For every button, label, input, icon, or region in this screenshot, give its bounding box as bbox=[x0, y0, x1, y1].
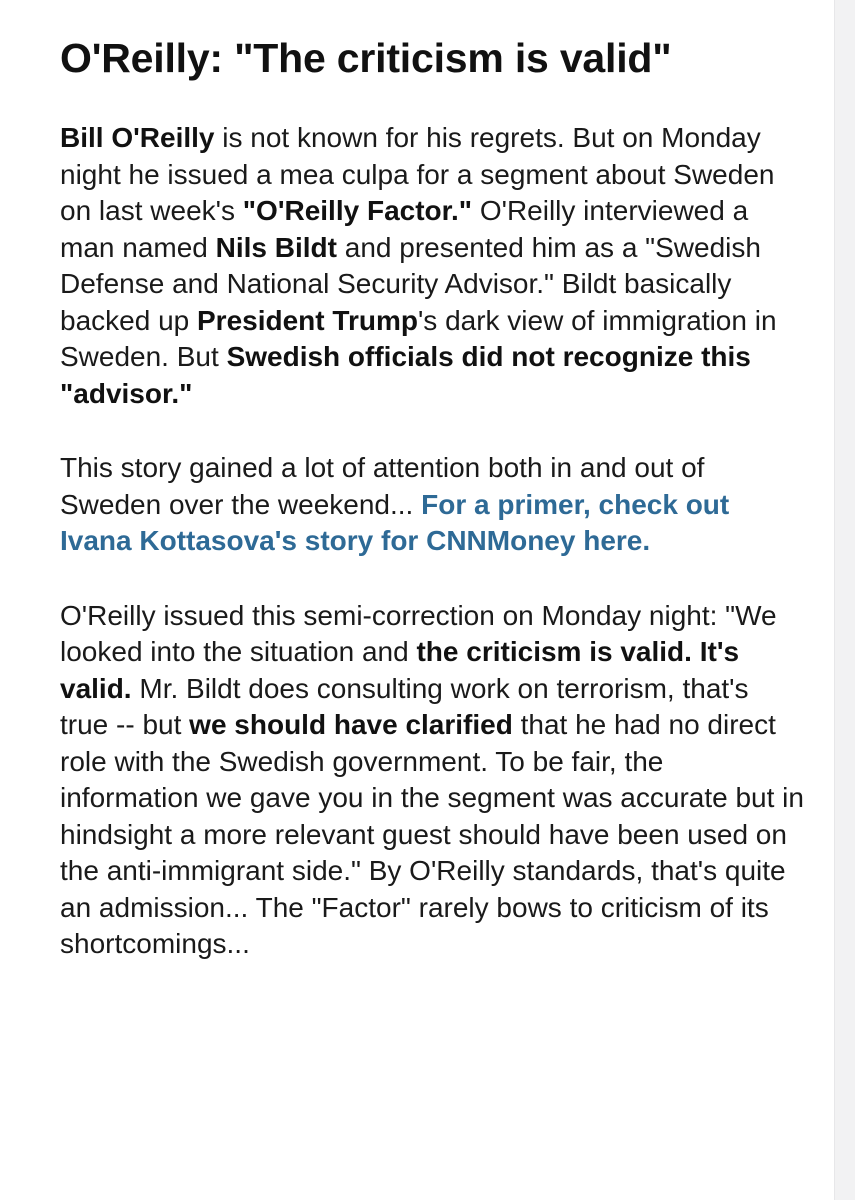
paragraph-context bbox=[60, 450, 804, 560]
bold-guest-name: Nils Bildt bbox=[215, 231, 337, 263]
bold-name-bill-oreilly: Bill O'Reilly bbox=[60, 122, 215, 153]
text-segment: Mr. Bildt does consulting work on terrorism, that's true -- but bbox=[60, 672, 749, 740]
text-segment: that he had no direct role with the Swedish government. To be fair, the information we gave you in the segment was accurate but in hindsight a more relevant guest should have been used on the anti-immigrant side." By O'Reilly standards, that's quite an admission... The "Factor" rarely bows to criticism of its shortcomings... bbox=[60, 709, 804, 959]
paragraph-correction bbox=[60, 598, 804, 963]
cnnmoney-story-link[interactable]: For a primer, check out Ivana Kottasova's story for CNNMoney here. bbox=[60, 488, 730, 556]
bold-show-name: "O'Reilly Factor." bbox=[242, 195, 473, 226]
bold-swedish-officials: Swedish officials did not recognize this "advisor." bbox=[60, 341, 751, 409]
bold-should-have-clarified: we should have clarified bbox=[189, 709, 513, 740]
text-segment: O'Reilly interviewed a man named bbox=[60, 195, 749, 263]
text-segment: is not known for his regrets. But on Monday night he issued a mea culpa for a segment about Sweden on last week's bbox=[60, 122, 775, 226]
text-segment: 's dark view of immigration in Sweden. But bbox=[60, 304, 777, 372]
article-headline: O'Reilly: "The criticism is valid" bbox=[60, 35, 672, 81]
right-gutter bbox=[834, 0, 855, 1200]
bold-criticism-valid: the criticism is valid. It's valid. bbox=[60, 636, 740, 704]
text-segment: and presented him as a "Swedish Defense and National Security Advisor." Bildt basically backed up bbox=[60, 231, 761, 336]
bold-president-trump: President Trump bbox=[197, 304, 418, 336]
text-segment: O'Reilly issued this semi-correction on Monday night: "We looked into the situation and bbox=[60, 599, 777, 667]
text-segment: This story gained a lot of attention both in and out of Sweden over the weekend... bbox=[60, 452, 705, 520]
paragraph-intro bbox=[60, 120, 804, 412]
